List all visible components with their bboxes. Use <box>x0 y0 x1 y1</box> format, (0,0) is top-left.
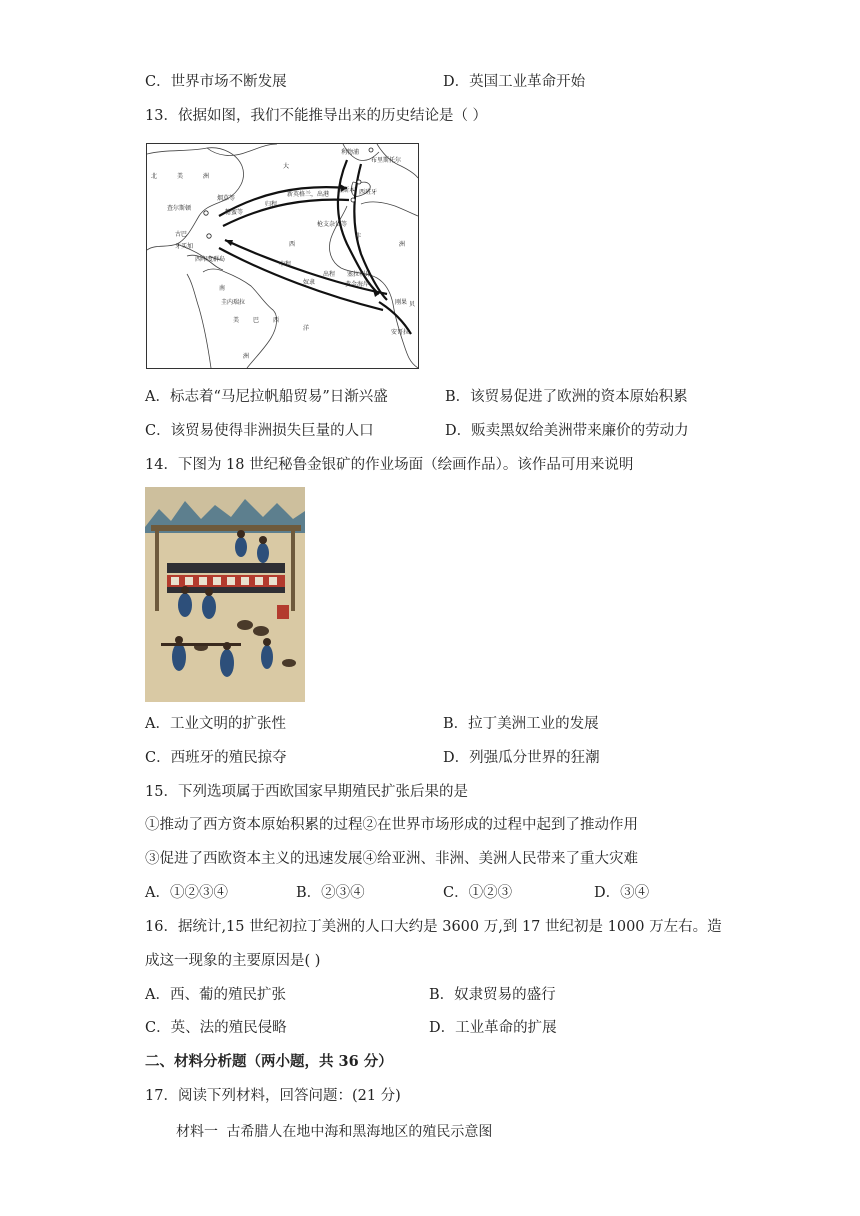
q12-option-c: C．世界市场不断发展 <box>145 74 287 90</box>
section2-heading: 二、材料分析题（两小题，共 36 分） <box>145 1053 393 1070</box>
label-jamaica: 牙买加 <box>175 243 194 250</box>
label-sierra-leone: 塞拉利昂 <box>347 271 372 278</box>
label-west-indies: 西印度群岛 <box>195 256 226 263</box>
q12-option-d: D．英国工业革命开始 <box>443 74 586 90</box>
triangular-trade-map <box>146 143 419 369</box>
q14-option-b: B．拉丁美洲工业的发展 <box>443 716 599 732</box>
label-spain: 西班牙 <box>359 189 378 196</box>
q13-option-a: A．标志着“马尼拉帆船贸易”日渐兴盛 <box>145 389 388 405</box>
coastlines <box>147 144 418 368</box>
q13-option-b: B．该贸易促进了欧洲的资本原始积累 <box>445 389 688 405</box>
q16-option-a: A．西、葡的殖民扩张 <box>145 987 286 1003</box>
label-congo: 刚果 <box>395 299 408 306</box>
q14-option-a: A．工业文明的扩张性 <box>145 716 286 732</box>
q15-stem: 15．下列选项属于西欧国家早期殖民扩张后果的是 <box>145 784 468 800</box>
label-lisbon: 里斯本 <box>337 187 356 194</box>
q15-option-b: B．②③④ <box>296 885 365 901</box>
peru-mine-painting <box>145 487 305 702</box>
label-cuba: 古巴 <box>175 231 188 238</box>
label-brazil-2: 巴 <box>253 317 260 324</box>
q15-option-d: D．③④ <box>594 885 650 901</box>
label-middle-passage: 中程 <box>279 261 292 268</box>
label-africa-1: 非 <box>355 233 362 240</box>
label-guns: 枪支杂货等 <box>317 221 348 228</box>
label-yang: 洋 <box>303 325 310 332</box>
q13-stem: 13．依据如图，我们不能推导出来的历史结论是（ ） <box>145 108 488 124</box>
q16-stem-line2: 成这一现象的主要原因是( ) <box>145 953 321 969</box>
q16-option-b: B．奴隶贸易的盛行 <box>429 987 556 1003</box>
label-atlantic-xi: 西 <box>289 241 296 248</box>
label-return: 归程 <box>265 201 278 208</box>
trade-routes <box>219 160 411 334</box>
label-north-am-3: 洲 <box>203 173 210 180</box>
label-gold-coast: 黄金海岸 <box>345 281 370 288</box>
label-south-continent: 洲 <box>243 353 250 360</box>
label-molasses: 糖蜜等 <box>225 209 244 216</box>
q15-line2: ③促进了西欧资本主义的迅速发展④给亚洲、非洲、美洲人民带来了重大灾难 <box>145 851 638 867</box>
label-africa-2: 洲 <box>399 241 406 248</box>
label-outward: 新英格兰，出港 <box>287 191 330 198</box>
q16-stem-line1: 16．据统计,15 世纪初拉丁美洲的人口大约是 3600 万,到 17 世纪初是 1000 万左右。造 <box>145 919 722 935</box>
label-liverpool: 利物浦 <box>341 149 360 156</box>
label-slaves: 奴隶 <box>303 279 316 286</box>
label-benin: 贝 <box>409 301 416 308</box>
label-brazil-1: 美 <box>233 317 240 324</box>
q16-option-d: D．工业革命的扩展 <box>429 1020 557 1036</box>
q15-line1: ①推动了西方资本原始积累的过程②在世界市场形成的过程中起到了推动作用 <box>145 817 638 833</box>
map-svg <box>147 144 418 368</box>
label-south: 南 <box>219 285 226 292</box>
label-outbound: 出程 <box>323 271 336 278</box>
q14-stem: 14．下图为 18 世纪秘鲁金银矿的作业场面（绘画作品）。该作品可用来说明 <box>145 457 634 473</box>
label-sugar: 烟草等 <box>217 195 236 202</box>
label-north-am-2: 美 <box>177 173 184 180</box>
label-guiana: 圭内瑞拉 <box>221 299 246 306</box>
label-north-am-1: 北 <box>151 173 158 180</box>
q16-option-c: C．英、法的殖民侵略 <box>145 1020 287 1036</box>
q13-option-c: C．该贸易使得非洲损失巨量的人口 <box>145 423 374 439</box>
q13-option-d: D．贩卖黑奴给美洲带来廉价的劳动力 <box>445 423 689 439</box>
label-bristol: 布里斯托尔 <box>371 157 402 164</box>
q14-option-c: C．西班牙的殖民掠夺 <box>145 750 287 766</box>
painting-svg <box>145 487 305 702</box>
q17-material1-title: 材料一 古希腊人在地中海和黑海地区的殖民示意图 <box>176 1124 493 1140</box>
q17-stem: 17．阅读下列材料，回答问题：(21 分) <box>145 1088 401 1104</box>
q15-option-a: A．①②③④ <box>145 885 228 901</box>
label-brazil-3: 西 <box>273 317 280 324</box>
q15-option-c: C．①②③ <box>443 885 513 901</box>
label-da: 大 <box>283 163 290 170</box>
label-charleston: 查尔斯顿 <box>167 205 192 212</box>
q14-option-d: D．列强瓜分世界的狂潮 <box>443 750 600 766</box>
label-angola: 安哥拉 <box>391 329 410 336</box>
